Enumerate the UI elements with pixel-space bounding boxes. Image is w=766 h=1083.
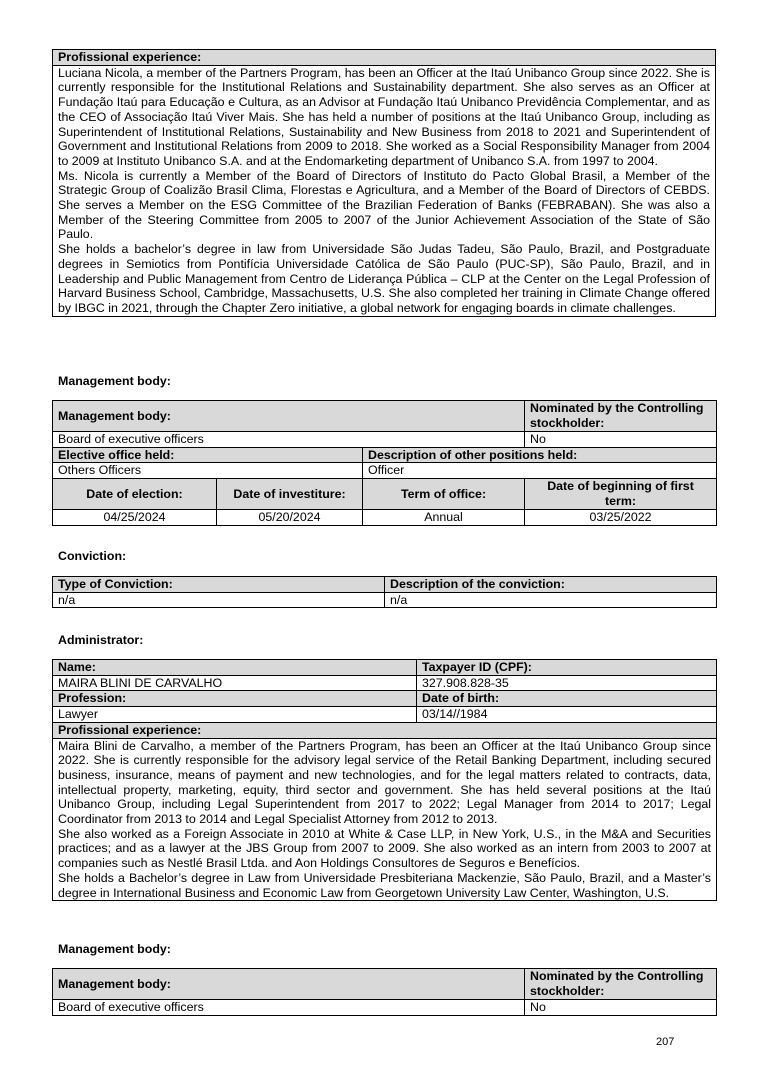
first-term-value: 03/25/2022 bbox=[525, 510, 717, 526]
nominated-header: Nominated by the Controlling stockholder: bbox=[525, 969, 717, 1000]
profession-value: Lawyer bbox=[53, 707, 417, 723]
section-title-administrator: Administrator: bbox=[58, 633, 144, 647]
management-body-header: Management body: bbox=[53, 969, 525, 1000]
page-number: 207 bbox=[656, 1036, 675, 1048]
conviction-type-header: Type of Conviction: bbox=[53, 577, 385, 593]
section-title-management-body: Management body: bbox=[58, 374, 171, 388]
name-value: MAIRA BLINI DE CARVALHO bbox=[53, 675, 417, 691]
name-header: Name: bbox=[53, 660, 417, 676]
nominated-value: No bbox=[525, 1000, 717, 1016]
experience-text bbox=[53, 738, 717, 901]
management-body-header: Management body: bbox=[53, 401, 525, 432]
administrator-table bbox=[52, 659, 717, 901]
birth-date-value: 03/14//1984 bbox=[417, 707, 717, 723]
other-positions-value: Officer bbox=[363, 463, 717, 479]
experience-paragraph: She also worked as a Foreign Associate in 2010 at White & Case LLP, in New York, U.S., in the M&A and Securities practices; and as a lawyer at the JBS Group from 2007 to 2009. She also worked as an intern from 2003 to 2007 at companies such as Nestlé Brasil Ltda. and Aon Holdings Consultores de Seguros e Benefícios. bbox=[58, 826, 711, 871]
conviction-description-value: n/a bbox=[385, 592, 717, 608]
experience-paragraph: She holds a bachelor’s degree in law from Universidade São Judas Tadeu, São Paulo, Brazil, and Postgraduate degrees in Semiotics from Pontifícia Universidade Católica de São Paulo (PUC-SP), São Paulo, Brazil, and in Leadership and Public Management from Centro de Liderança Pública – CLP at the Center on the Legal Profession of Harvard Business School, Cambridge, Massachusetts, U.S. She also completed her training in Climate Change offered by IBGC in 2021, through the Chapter Zero initiative, a global network for engaging boards in climate challenges. bbox=[58, 242, 710, 315]
conviction-type-value: n/a bbox=[53, 592, 385, 608]
date-of-election-value: 04/25/2024 bbox=[53, 510, 217, 526]
experience-table-1 bbox=[52, 49, 716, 317]
date-of-investiture-value: 05/20/2024 bbox=[217, 510, 363, 526]
elective-office-header: Elective office held: bbox=[53, 447, 363, 463]
experience-paragraph: She holds a Bachelor’s degree in Law from Universidade Presbiteriana Mackenzie, São Paulo, Brazil, and a Master’s degree in International Business and Economic Law from Georgetown University Law Center, Washington, U.S. bbox=[58, 870, 711, 900]
term-of-office-header: Term of office: bbox=[363, 479, 525, 510]
experience-paragraph: Maira Blini de Carvalho, a member of the Partners Program, has been an Officer at the Itaú Unibanco Group since 2022. She is currently responsible for the advisory legal service of the Retail Banking Department, including secured business, insurance, means of payment and new technologies, and for the legal matters related to contracts, data, intellectual property, marketing, equity, third sector and government. She has held several positions at the Itaú Unibanco Group, including Legal Superintendent from 2017 to 2022; Legal Manager from 2014 to 2017; Legal Coordinator from 2013 to 2014 and Legal Specialist Attorney from 2012 to 2013. bbox=[58, 738, 711, 827]
conviction-description-header: Description of the conviction: bbox=[385, 577, 717, 593]
profession-header: Profession: bbox=[53, 691, 417, 707]
conviction-table bbox=[52, 576, 717, 608]
experience-paragraph: Luciana Nicola, a member of the Partners Program, has been an Officer at the Itaú Unibanco Group since 2022. She is currently responsible for the Institutional Relations and Sustainability department. She also serves as an Officer at Fundação Itaú para Educação e Cultura, as an Advisor at Fundação Itaú Unibanco Previdência Complementar, and as the CEO of Associação Itaú Viver Mais. She has held a number of positions at the Itaú Unibanco Group, including as Superintendent of Institutional Relations, Sustainability and New Business from 2018 to 2021 and Superintendent of Government and Institutional Relations from 2009 to 2018. She worked as a Social Responsibility Manager from 2004 to 2009 at Instituto Unibanco S.A. and at the Endomarketing department of Unibanco S.A. from 1997 to 2004. bbox=[58, 65, 710, 168]
first-term-header: Date of beginning of first term: bbox=[525, 479, 717, 510]
experience-paragraph: Ms. Nicola is currently a Member of the Board of Directors of Instituto do Pacto Global Brasil, a Member of the Strategic Group of Coalizão Brasil Clima, Florestas e Agricultura, and a Member of the Board of Directors of CEBDS. She serves a Member on the ESG Committee of the Brazilian Federation of Banks (FEBRABAN). She was also a Member of the Steering Committee from 2005 to 2007 of the Junior Achievement Association of the State of São Paulo. bbox=[58, 168, 710, 242]
nominated-header: Nominated by the Controlling stockholder: bbox=[525, 401, 717, 432]
elective-office-value: Others Officers bbox=[53, 463, 363, 479]
taxpayer-header: Taxpayer ID (CPF): bbox=[417, 660, 717, 676]
birth-date-header: Date of birth: bbox=[417, 691, 717, 707]
experience-header: Profissional experience: bbox=[53, 722, 717, 738]
nominated-value: No bbox=[525, 432, 717, 448]
management-body-value: Board of executive officers bbox=[53, 1000, 525, 1016]
management-body-table bbox=[52, 400, 717, 526]
other-positions-header: Description of other positions held: bbox=[363, 447, 717, 463]
management-body-value: Board of executive officers bbox=[53, 432, 525, 448]
experience-header: Profissional experience: bbox=[53, 50, 716, 66]
experience-text bbox=[53, 65, 716, 316]
term-of-office-value: Annual bbox=[363, 510, 525, 526]
taxpayer-value: 327.908.828-35 bbox=[417, 675, 717, 691]
section-title-management-body: Management body: bbox=[58, 942, 171, 956]
date-of-investiture-header: Date of investiture: bbox=[217, 479, 363, 510]
section-title-conviction: Conviction: bbox=[58, 549, 127, 563]
management-body-table bbox=[52, 968, 717, 1016]
date-of-election-header: Date of election: bbox=[53, 479, 217, 510]
